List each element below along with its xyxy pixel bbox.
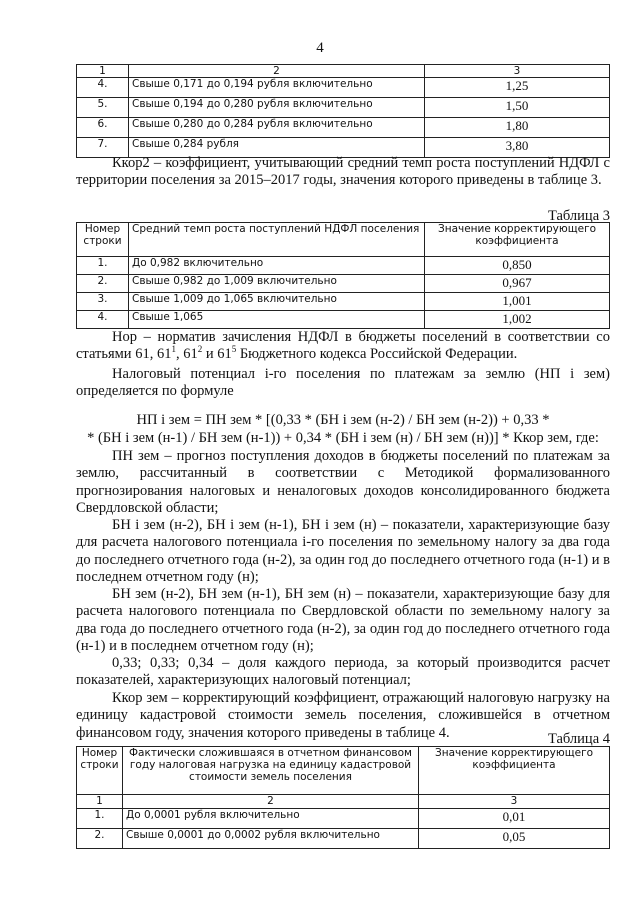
paragraph-shares: 0,33; 0,33; 0,34 – доля каждого периода, за который производится расчет показателей, характеризующих налоговый потенциал;	[76, 655, 610, 689]
table-row	[77, 98, 610, 118]
coefficient-table-continued	[76, 64, 610, 158]
table-cell: 0,01	[419, 809, 610, 829]
table-row	[77, 257, 610, 275]
table-header-row	[77, 65, 610, 78]
table-cell: Свыше 0,284 рубля	[129, 138, 425, 158]
table-cell: 2	[123, 795, 419, 809]
table-cell: 1	[77, 795, 123, 809]
table-cell: Свыше 0,0001 до 0,0002 рубля включительно	[123, 829, 419, 849]
table-cell: 2	[129, 65, 425, 78]
nor-text: и 61	[202, 346, 232, 363]
table-row	[77, 118, 610, 138]
nor-text: , 61	[175, 346, 198, 363]
paragraph-bn-i-zem: БН i зем (н-2), БН i зем (н-1), БН i зем (н) – показатели, характеризующие базу для расчета налогового потенциала i-го поселения по земельному налогу за два года до последнего отчетного года (н-2), за один год до последнего отчетного года (н-1) и в последнем отчетном году (н);	[76, 517, 610, 586]
table-cell: Номер строки	[77, 223, 129, 257]
table-3	[76, 222, 610, 329]
superscript: 5	[231, 344, 237, 355]
table-cell: 2.	[77, 829, 123, 849]
table-cell: 1	[77, 65, 129, 78]
paragraph-kkor-zem: Ккор зем – корректирующий коэффициент, отражающий налоговую нагрузку на единицу кадастровой стоимости земель поселения, сложившейся в отчетном финансовом году, значения которого приведены в таблице 4.	[76, 690, 610, 741]
table-cell: 2.	[77, 275, 129, 293]
table-row	[77, 829, 610, 849]
table-4	[76, 746, 610, 849]
table-cell: Свыше 0,982 до 1,009 включительно	[129, 275, 425, 293]
table-cell: Значение корректирующего коэффициента	[425, 223, 610, 257]
table-cell: До 0,982 включительно	[129, 257, 425, 275]
paragraph-bn-zem: БН зем (н-2), БН зем (н-1), БН зем (н) – показатели, характеризующие базу для расчета налогового потенциала по Свердловской области по земельному налогу за два года до последнего отчетного года (н-2), за один год до последнего отчетного года (н-1) и в последнем отчетном году (н);	[76, 586, 610, 655]
superscript: 2	[197, 344, 203, 355]
table-cell: До 0,0001 рубля включительно	[123, 809, 419, 829]
table-cell: 3	[419, 795, 610, 809]
table-cell: Фактически сложившаяся в отчетном финансовом году налоговая нагрузка на единицу кадастровой стоимости земель поселения	[123, 747, 419, 795]
table-cell: 7.	[77, 138, 129, 158]
superscript: 1	[171, 344, 176, 355]
table-cell: 4.	[77, 78, 129, 98]
table-row	[77, 809, 610, 829]
page-number: 4	[316, 40, 324, 56]
table-cell: 0,850	[425, 257, 610, 275]
table-cell: Свыше 0,171 до 0,194 рубля включительно	[129, 78, 425, 98]
paragraph-pn-zem: ПН зем – прогноз поступления доходов в бюджеты поселений по платежам за землю, рассчитанный в соответствии с Методикой формализованного прогнозирования налоговых и неналоговых доходов консолидированного бюджета Свердловской области;	[76, 448, 610, 517]
table-cell: 0,967	[425, 275, 610, 293]
nor-text: Бюджетного кодекса Российской Федерации.	[236, 346, 518, 363]
table-cell: Свыше 1,065	[129, 311, 425, 329]
table-header-row	[77, 747, 610, 795]
nor-text: Нор – норматив зачисления НДФЛ в бюджеты поселений в соответствии со статьями 61, 61	[76, 329, 610, 363]
table-cell: Номер строки	[77, 747, 123, 795]
table-cell: Свыше 0,194 до 0,280 рубля включительно	[129, 98, 425, 118]
table-cell: 1.	[77, 809, 123, 829]
table-cell: Свыше 0,280 до 0,284 рубля включительно	[129, 118, 425, 138]
table-cell: 5.	[77, 98, 129, 118]
formula-line-2: * (БН i зем (н-1) / БН зем (н-1)) + 0,34 * (БН i зем (н) / БН зем (н))] * Ккор зем, где:	[87, 430, 599, 446]
table-cell: 3,80	[425, 138, 610, 158]
table-cell: 1,80	[425, 118, 610, 138]
table-cell: 1,50	[425, 98, 610, 118]
table-number-row	[77, 795, 610, 809]
paragraph-nor	[76, 329, 610, 364]
table-cell: 6.	[77, 118, 129, 138]
table-cell: 4.	[77, 311, 129, 329]
formula-line-1: НП i зем = ПН зем * [(0,33 * (БН i зем (н-2) / БН зем (н-2)) + 0,33 *	[136, 412, 550, 428]
table-row	[77, 78, 610, 98]
table-row	[77, 311, 610, 329]
table-row	[77, 275, 610, 293]
table-cell: Свыше 1,009 до 1,065 включительно	[129, 293, 425, 311]
table3-caption: Таблица 3	[547, 208, 610, 224]
table-cell: 1,002	[425, 311, 610, 329]
paragraph-np: Налоговый потенциал i-го поселения по платежам за землю (НП i зем) определяется по формуле	[76, 366, 610, 400]
table-cell: Значение корректирующего коэффициента	[419, 747, 610, 795]
table-cell: 3.	[77, 293, 129, 311]
table-cell: 3	[425, 65, 610, 78]
table-cell: 1,25	[425, 78, 610, 98]
paragraph-kkor2: Ккор2 – коэффициент, учитывающий средний темп роста поступлений НДФЛ с территории поселения за 2015–2017 годы, значения которого приведены в таблице 3.	[76, 155, 610, 189]
table4-caption: Таблица 4	[547, 731, 610, 747]
table-header-row	[77, 223, 610, 257]
table-row	[77, 293, 610, 311]
table-cell: 1,001	[425, 293, 610, 311]
table-cell: Средний темп роста поступлений НДФЛ поселения	[129, 223, 425, 257]
table-cell: 0,05	[419, 829, 610, 849]
table-cell: 1.	[77, 257, 129, 275]
